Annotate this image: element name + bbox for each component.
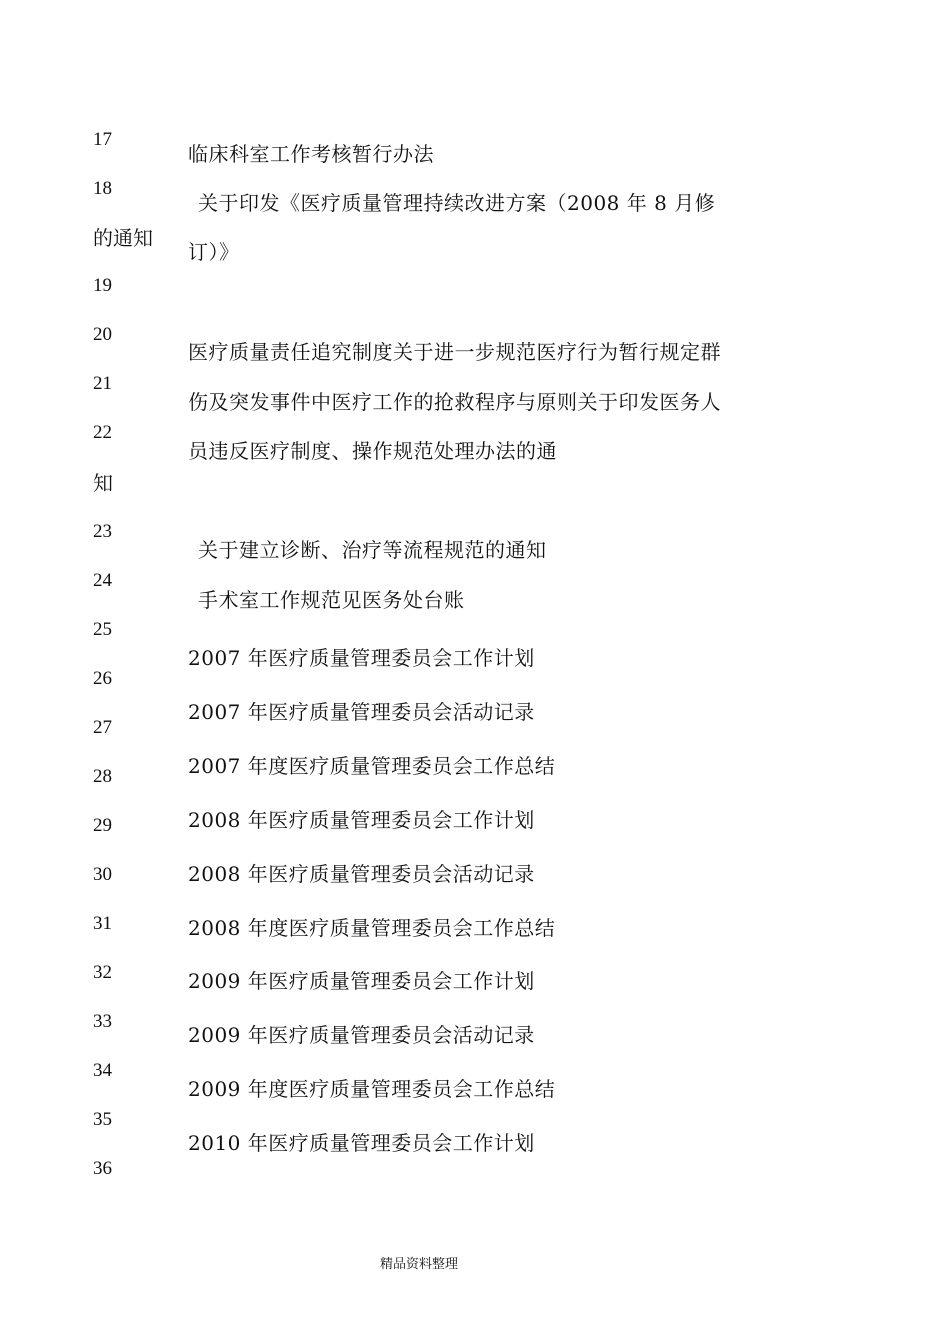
doc-line: 员违反医疗制度、操作规范处理办法的通 (188, 439, 557, 463)
line-number: 27 (93, 717, 112, 738)
doc-line: 伤及突发事件中医疗工作的抢救程序与原则关于印发医务人 (188, 390, 721, 414)
doc-line: 2009 年医疗质量管理委员会活动记录 (188, 1023, 535, 1047)
line-number: 32 (93, 962, 112, 983)
line-number: 24 (93, 570, 112, 591)
line-number: 18 (93, 178, 112, 199)
doc-line: 2008 年医疗质量管理委员会工作计划 (188, 808, 535, 832)
doc-line: 2010 年医疗质量管理委员会工作计划 (188, 1131, 535, 1155)
line-number: 28 (93, 766, 112, 787)
doc-line: 2007 年度医疗质量管理委员会工作总结 (188, 754, 556, 778)
doc-line: 2007 年医疗质量管理委员会活动记录 (188, 700, 535, 724)
doc-line-fragment: 知 (93, 471, 113, 495)
doc-line: 2009 年度医疗质量管理委员会工作总结 (188, 1077, 556, 1101)
line-number: 25 (93, 619, 112, 640)
doc-line: 关于印发《医疗质量管理持续改进方案（2008 年 8 月修 (198, 191, 716, 215)
doc-line: 手术室工作规范见医务处台账 (198, 588, 465, 612)
doc-line: 订）》 (188, 240, 240, 264)
line-number: 23 (93, 521, 112, 542)
line-number: 36 (93, 1158, 112, 1179)
line-number: 21 (93, 373, 112, 394)
doc-line: 医疗质量责任追究制度关于进一步规范医疗行为暂行规定群 (188, 340, 721, 364)
doc-line: 临床科室工作考核暂行办法 (188, 142, 434, 166)
doc-line-fragment: 的通知 (93, 226, 153, 250)
doc-line: 2007 年医疗质量管理委员会工作计划 (188, 646, 535, 670)
line-number: 22 (93, 422, 112, 443)
line-number: 31 (93, 913, 112, 934)
doc-line: 2008 年度医疗质量管理委员会工作总结 (188, 916, 556, 940)
doc-line: 2009 年医疗质量管理委员会工作计划 (188, 969, 535, 993)
doc-line: 2008 年医疗质量管理委员会活动记录 (188, 862, 535, 886)
page-footer: 精品资料整理 (380, 1257, 459, 1272)
line-number: 29 (93, 815, 112, 836)
line-number: 26 (93, 668, 112, 689)
doc-line: 关于建立诊断、治疗等流程规范的通知 (198, 538, 547, 562)
line-number: 20 (93, 324, 112, 345)
line-number: 34 (93, 1060, 112, 1081)
line-number: 19 (93, 275, 112, 296)
line-number: 30 (93, 864, 112, 885)
line-number: 33 (93, 1011, 112, 1032)
line-number: 35 (93, 1109, 112, 1130)
line-number: 17 (93, 129, 112, 150)
